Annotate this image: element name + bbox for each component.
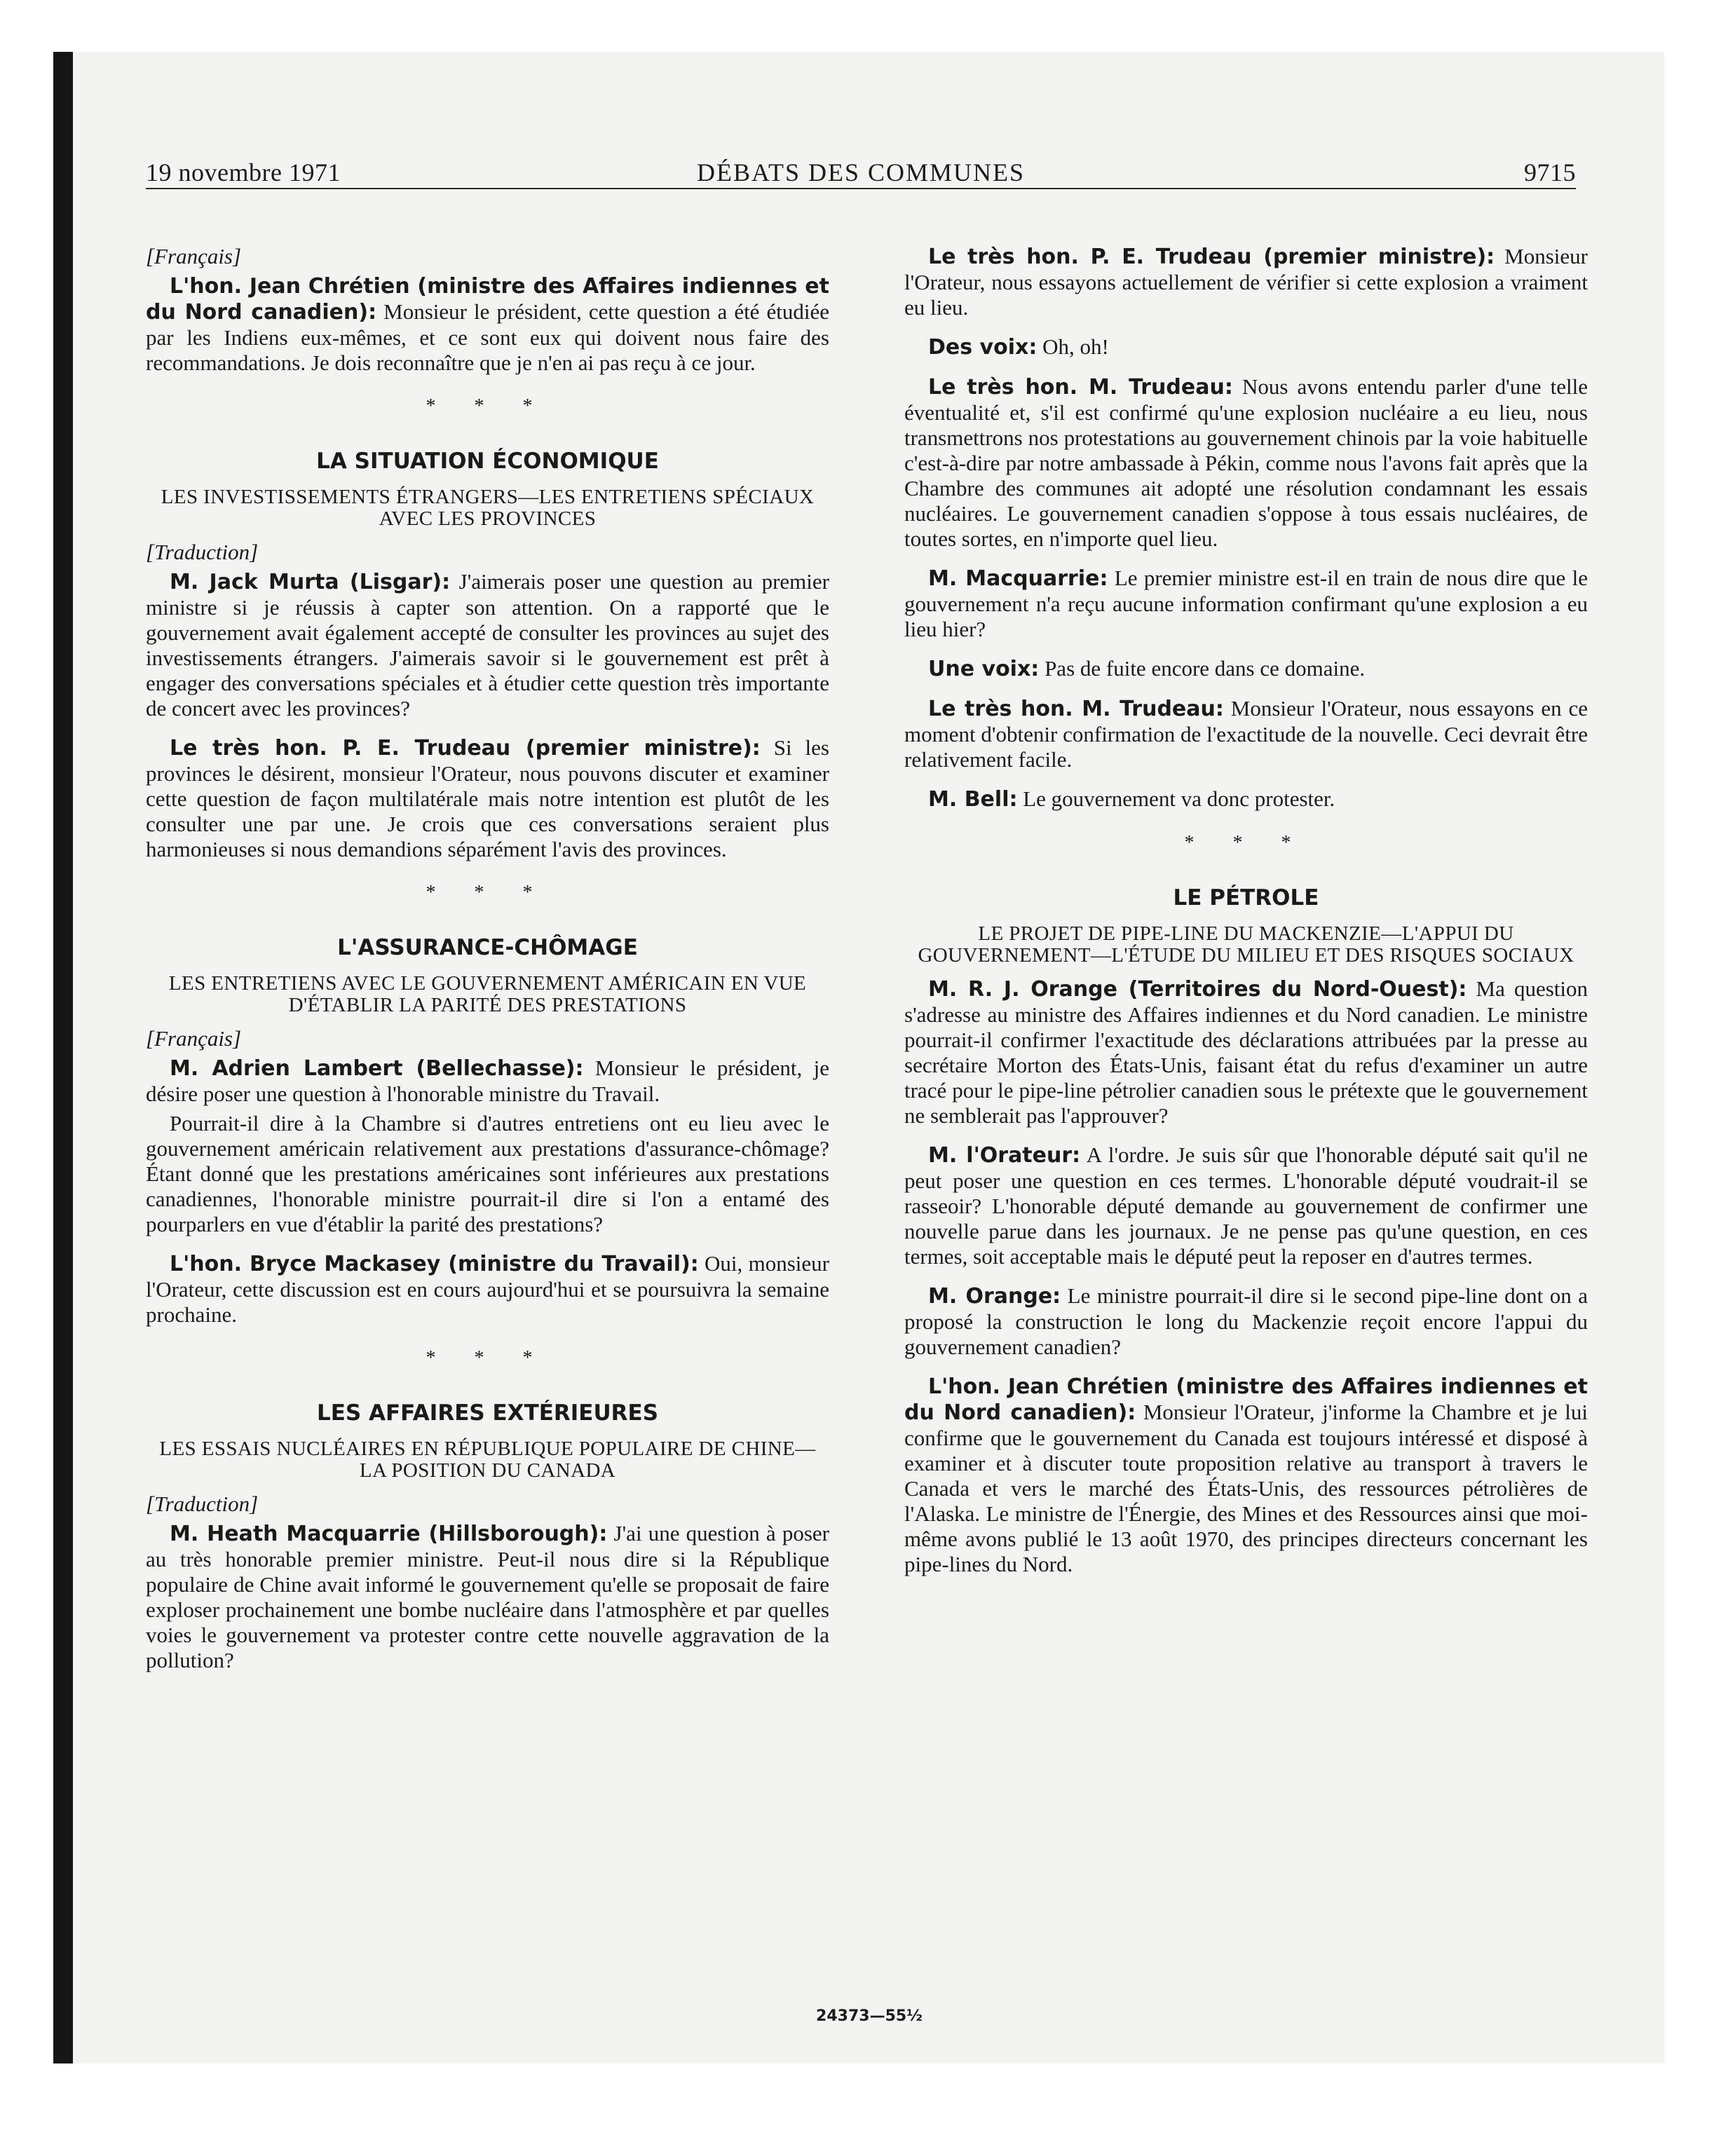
paragraph: [904, 696, 1588, 772]
speech: Oui, monsieur l'Orateur, cette discussion est en cours aujourd'hui et se poursuivra la semaine prochaine.: [146, 1251, 829, 1327]
speech: Monsieur l'Orateur, nous essayons en ce moment d'obtenir confirmation de l'exactitude de la nouvelle. Ceci devrait être relativement facile.: [904, 696, 1588, 772]
section-heading: LES AFFAIRES EXTÉRIEURES: [316, 1400, 659, 1426]
speaker: M. Bell:: [928, 787, 1018, 812]
speech: J'ai une question à poser au très honorable premier ministre. Peut-il nous dire si la République populaire de Chine avait informé le gouvernement qu'elle se proposait de faire exploser prochainement une bombe nucléaire dans l'atmosphère et par quelles voies le gouvernement va protester contre cette nouvelle aggravation de la pollution?: [146, 1521, 829, 1672]
speaker: L'hon. Jean Chrétien (ministre des Affaires indiennes et du Nord canadien):: [146, 274, 829, 325]
paragraph: [904, 374, 1588, 552]
speaker: M. R. J. Orange (Territoires du Nord-Ouest):: [928, 977, 1467, 1002]
speaker: Le très hon. P. E. Trudeau (premier ministre):: [170, 736, 761, 760]
section-subheading: LES ENTRETIENS AVEC LE GOUVERNEMENT AMÉRICAIN EN VUE D'ÉTABLIR LA PARITÉ DES PRESTATIONS: [168, 972, 807, 1016]
language-note: [Traduction]: [146, 540, 259, 564]
header-title: DÉBATS DES COMMUNES: [696, 158, 1026, 186]
speaker: M. Macquarrie:: [928, 566, 1108, 591]
language-note: [Français]: [146, 244, 242, 268]
speech: J'aimerais poser une question au premier ministre si je réussis à capter son attention. On a rapporté que le gouvernement avait également accepté de consulter les provinces au sujet des investissements étrangers. J'aimerais savoir si le gouvernement est prêt à engager des conversations spéciales et à étudier cette question très importante de concert avec les provinces?: [146, 569, 829, 721]
paragraph: [904, 976, 1588, 1128]
paragraph: [904, 566, 1588, 642]
speaker: M. Adrien Lambert (Bellechasse):: [170, 1056, 584, 1081]
section-heading: LE PÉTROLE: [1173, 885, 1319, 910]
speaker: Le très hon. M. Trudeau:: [928, 375, 1233, 400]
paragraph: [904, 244, 1588, 320]
paragraph: [146, 1521, 829, 1673]
scan-edge: [53, 52, 73, 2063]
speaker: M. Orange:: [928, 1284, 1061, 1309]
speaker: M. l'Orateur:: [928, 1143, 1081, 1168]
speaker: Le très hon. P. E. Trudeau (premier ministre):: [928, 245, 1495, 269]
speaker: M. Heath Macquarrie (Hillsborough):: [170, 1522, 608, 1546]
paragraph: [904, 1142, 1588, 1269]
speech: Le gouvernement va donc protester.: [1017, 786, 1335, 811]
speech: Monsieur le président, cette question a été étudiée par les Indiens eux-mêmes, et ce sont eux qui doivent nous faire des recommandations. Je dois reconnaître que je n'en ai pas reçu à ce jour.: [146, 299, 829, 375]
paragraph: Pourrait-il dire à la Chambre si d'autres entretiens ont eu lieu avec le gouvernement américain relativement aux prestations d'assurance-chômage? Étant donné que les prestations américaines sont inférieures aux prestations canadiennes, l'honorable ministre pourrait-il dire si l'on a entamé des pourparlers en vue d'établir la parité des prestations?: [146, 1111, 829, 1236]
speech: Monsieur le président, je désire poser une question à l'honorable ministre du Travail.: [146, 1056, 830, 1106]
speaker: Une voix:: [928, 657, 1040, 681]
speech: Le ministre pourrait-il dire si le second pipe-line dont on a proposé la construction le long du Mackenzie reçoit encore l'appui du gouvernement canadien?: [904, 1283, 1588, 1359]
section-heading: L'ASSURANCE-CHÔMAGE: [337, 935, 638, 960]
section-subheading: LES ESSAIS NUCLÉAIRES EN RÉPUBLIQUE POPULAIRE DE CHINE—LA POSITION DU CANADA: [159, 1438, 816, 1482]
print-code: 24373—55½: [816, 2007, 923, 2025]
paragraph: [146, 1056, 829, 1107]
speech: A l'ordre. Je suis sûr que l'honorable député sait qu'il ne peut poser une question en ces termes. L'honorable député voudrait-il se rasseoir? L'honorable député demande au gouvernement de confirmer une nouvelle parue dans les journaux. Je ne pense pas qu'une question, en ces termes, soit acceptable mais le député peut la reposer en d'autres termes.: [904, 1142, 1588, 1269]
section-subheading: LES INVESTISSEMENTS ÉTRANGERS—LES ENTRETIENS SPÉCIAUX AVEC LES PROVINCES: [161, 486, 815, 530]
paragraph: [904, 656, 1588, 682]
speech: Si les provinces le désirent, monsieur l'Orateur, nous pouvons discuter et examiner cette question de façon multilatérale mais notre intention est plutôt de les consulter une par une. Je crois que ces conversations seraient plus harmonieuses si nous demandions séparément l'avis des provinces.: [146, 735, 829, 861]
section-heading: LA SITUATION ÉCONOMIQUE: [316, 449, 659, 474]
speaker: Des voix:: [928, 335, 1037, 360]
paragraph: [904, 1283, 1588, 1360]
speech: Oh, oh!: [1037, 334, 1109, 359]
language-note: [Traduction]: [146, 1492, 259, 1516]
paragraph: [146, 569, 829, 721]
section-subheading: LE PROJET DE PIPE-LINE DU MACKENZIE—L'APPUI DU GOUVERNEMENT—L'ÉTUDE DU MILIEU ET DES RISQUES SOCIAUX: [918, 922, 1574, 967]
speech: Le premier ministre est-il en train de nous dire que le gouvernement n'a reçu aucune information confirmant qu'une explosion a eu lieu hier?: [904, 566, 1588, 641]
right-column: [904, 244, 1588, 1591]
paragraph: [146, 273, 829, 376]
paragraph: [904, 786, 1588, 812]
speech: Nous avons entendu parler d'une telle éventualité et, s'il est confirmé qu'une explosion nucléaire a eu lieu, nous transmettrons nos protestations au gouvernement chinois par la voie habituelle c'est-à-dire par notre ambassade à Pékin, comme nous l'avons fait après que la Chambre des communes ait adopté une résolution condamnant les essais nucléaires. Le gouvernement canadien s'oppose à tous essais nucléaires, de toutes sortes, en n'importe quel lieu.: [904, 374, 1588, 551]
speech: Ma question s'adresse au ministre des Affaires indiennes et du Nord canadien. Le ministre pourrait-il confirmer l'exactitude des déclarations attribuées par la presse au secrétaire Morton des États-Unis, faisant état du refus d'examiner un autre tracé pour le pipe-line pétrolier canadien sous le prétexte que le gouvernement ne semblerait pas l'approuver?: [904, 976, 1588, 1128]
paragraph: [146, 1251, 829, 1328]
speech: Monsieur l'Orateur, j'informe la Chambre et je lui confirme que le gouvernement du Canada est toujours intéressé et disposé à examiner et à discuter toute proposition relative au transport à travers le Canada et vers le marché des États-Unis, des ressources pétrolières de l'Alaska. Le ministre de l'Énergie, des Mines et des Ressources ainsi que moi-même avons publié le 13 août 1970, des principes directeurs concernant les pipe-lines du Nord.: [904, 1400, 1588, 1576]
speaker: L'hon. Bryce Mackasey (ministre du Travail):: [170, 1252, 699, 1276]
header-date: 19 novembre 1971: [146, 158, 341, 186]
page-number: 9715: [1524, 158, 1576, 186]
section-separator: * * *: [426, 1347, 550, 1369]
section-separator: * * *: [426, 395, 550, 417]
paragraph: [904, 334, 1588, 360]
paragraph: [146, 735, 829, 862]
speech: Monsieur l'Orateur, nous essayons actuellement de vérifier si cette explosion a vraiment eu lieu.: [904, 244, 1588, 320]
left-column: [146, 244, 829, 1687]
language-note: [Français]: [146, 1026, 242, 1051]
running-header: [146, 157, 1576, 189]
speaker: L'hon. Jean Chrétien (ministre des Affaires indiennes et du Nord canadien):: [904, 1374, 1588, 1425]
section-separator: * * *: [1184, 832, 1308, 854]
speaker: Le très hon. M. Trudeau:: [928, 697, 1224, 721]
speaker: M. Jack Murta (Lisgar):: [170, 570, 451, 594]
paragraph: [904, 1374, 1588, 1577]
speech: Pas de fuite encore dans ce domaine.: [1039, 656, 1366, 681]
section-separator: * * *: [426, 882, 550, 903]
